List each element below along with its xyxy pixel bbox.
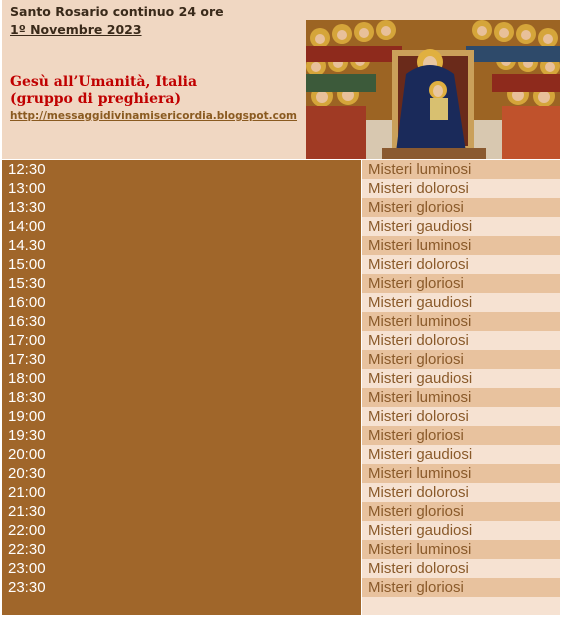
schedule-row xyxy=(2,198,560,217)
schedule-row xyxy=(2,388,560,407)
mystery-cell: Misteri luminosi xyxy=(362,388,560,407)
time-cell: 19:30 xyxy=(2,426,361,445)
schedule-row xyxy=(2,540,560,559)
time-cell: 16:30 xyxy=(2,312,361,331)
time-cell: 12:30 xyxy=(2,160,361,179)
prayer-group-name xyxy=(10,74,310,108)
schedule-row xyxy=(2,331,560,350)
header-panel xyxy=(2,0,560,160)
schedule-row xyxy=(2,160,560,179)
time-cell: 22:30 xyxy=(2,540,361,559)
mystery-cell: Misteri gaudiosi xyxy=(362,369,560,388)
schedule-row xyxy=(2,407,560,426)
mystery-cell: Misteri luminosi xyxy=(362,464,560,483)
mystery-cell: Misteri gloriosi xyxy=(362,350,560,369)
time-cell: 19:00 xyxy=(2,407,361,426)
mystery-cell xyxy=(362,597,560,615)
mystery-cell: Misteri gloriosi xyxy=(362,426,560,445)
schedule-row xyxy=(2,236,560,255)
schedule-row xyxy=(2,483,560,502)
schedule-row xyxy=(2,350,560,369)
schedule-row xyxy=(2,521,560,540)
time-cell xyxy=(2,597,361,615)
schedule-row xyxy=(2,179,560,198)
mystery-cell: Misteri dolorosi xyxy=(362,179,560,198)
mystery-cell: Misteri luminosi xyxy=(362,312,560,331)
time-cell: 21:00 xyxy=(2,483,361,502)
prayer-group-line1: Gesù all’Umanità, Italia xyxy=(10,74,198,90)
schedule-row xyxy=(2,255,560,274)
mystery-cell: Misteri dolorosi xyxy=(362,331,560,350)
time-cell: 15:00 xyxy=(2,255,361,274)
mystery-cell: Misteri gloriosi xyxy=(362,502,560,521)
mystery-cell: Misteri gloriosi xyxy=(362,198,560,217)
schedule-row xyxy=(2,597,560,615)
mystery-cell: Misteri dolorosi xyxy=(362,407,560,426)
time-cell: 16:00 xyxy=(2,293,361,312)
time-cell: 20:30 xyxy=(2,464,361,483)
time-cell: 17:00 xyxy=(2,331,361,350)
header-date: 1º Novembre 2023 xyxy=(10,22,142,37)
time-cell: 17:30 xyxy=(2,350,361,369)
schedule-row xyxy=(2,445,560,464)
mystery-cell: Misteri gloriosi xyxy=(362,274,560,293)
time-cell: 14:00 xyxy=(2,217,361,236)
time-cell: 22:00 xyxy=(2,521,361,540)
mystery-cell: Misteri gaudiosi xyxy=(362,445,560,464)
rosary-schedule-table xyxy=(2,160,560,615)
time-cell: 18:30 xyxy=(2,388,361,407)
header-title: Santo Rosario continuo 24 ore xyxy=(10,4,224,19)
time-cell: 23:30 xyxy=(2,578,361,597)
time-cell: 15:30 xyxy=(2,274,361,293)
mystery-cell: Misteri dolorosi xyxy=(362,483,560,502)
time-cell: 13:00 xyxy=(2,179,361,198)
time-cell: 13:30 xyxy=(2,198,361,217)
schedule-row xyxy=(2,464,560,483)
schedule-row xyxy=(2,274,560,293)
mystery-cell: Misteri gaudiosi xyxy=(362,293,560,312)
schedule-row xyxy=(2,426,560,445)
mystery-cell: Misteri gloriosi xyxy=(362,578,560,597)
schedule-row xyxy=(2,578,560,597)
time-cell: 20:00 xyxy=(2,445,361,464)
madonna-painting-svg xyxy=(306,20,560,159)
schedule-row xyxy=(2,293,560,312)
schedule-row xyxy=(2,559,560,578)
schedule-row xyxy=(2,502,560,521)
schedule-row xyxy=(2,369,560,388)
mystery-cell: Misteri dolorosi xyxy=(362,559,560,578)
time-cell: 21:30 xyxy=(2,502,361,521)
mystery-cell: Misteri gaudiosi xyxy=(362,521,560,540)
time-cell: 14.30 xyxy=(2,236,361,255)
madonna-painting-image xyxy=(306,20,560,159)
mystery-cell: Misteri gaudiosi xyxy=(362,217,560,236)
blog-link[interactable]: http://messaggidivinamisericordia.blogspot.com xyxy=(10,110,298,122)
mystery-cell: Misteri luminosi xyxy=(362,540,560,559)
schedule-row xyxy=(2,217,560,236)
document-sheet xyxy=(2,0,560,618)
mystery-cell: Misteri luminosi xyxy=(362,236,560,255)
schedule-row xyxy=(2,312,560,331)
prayer-group-line2: (gruppo di preghiera) xyxy=(10,91,182,107)
mystery-cell: Misteri dolorosi xyxy=(362,255,560,274)
mystery-cell: Misteri luminosi xyxy=(362,160,560,179)
time-cell: 23:00 xyxy=(2,559,361,578)
time-cell: 18:00 xyxy=(2,369,361,388)
